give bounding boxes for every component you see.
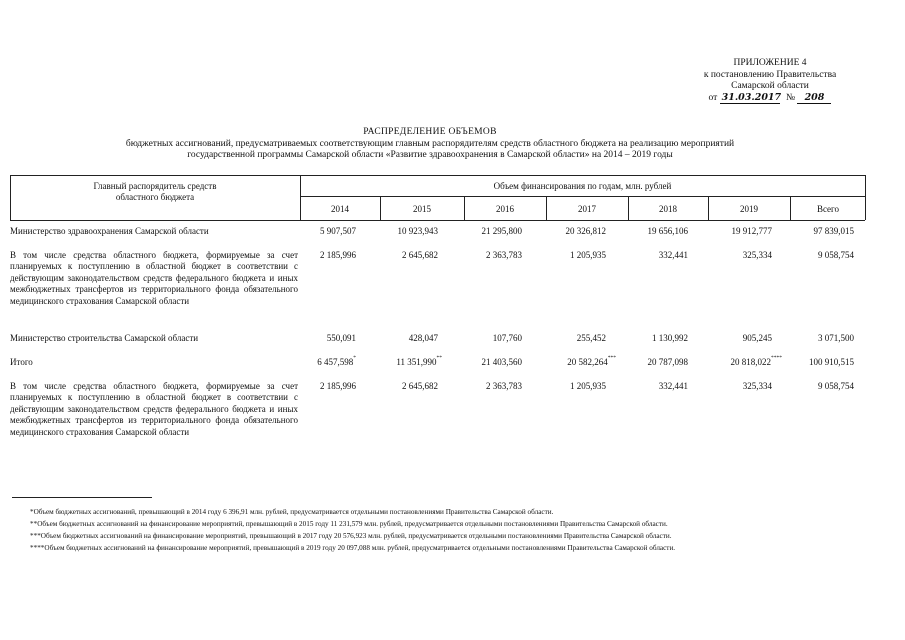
table-cell xyxy=(712,357,782,367)
table-cell: 21 295,800 xyxy=(481,226,522,236)
header-year-2014: 2014 xyxy=(331,204,349,214)
table-cell: 2 363,783 xyxy=(486,381,522,391)
cell-value: 20 818,022 xyxy=(730,357,771,367)
header-year-2016: 2016 xyxy=(496,204,514,214)
table-cell: 550,091 xyxy=(326,333,356,343)
table-cell xyxy=(618,357,688,367)
table-cell: 255,452 xyxy=(576,333,606,343)
table-cell: 19 912,777 xyxy=(731,226,772,236)
table-row-label: В том числе средства областного бюджета, формируемые за счет планируемых к поступлению в областной бюджет в соответствии с действующим законодательством средств федерального бюджета и иных межбюджетных трансфертов из территориального фонда обязательного медицинского страхования Самарской области xyxy=(10,250,298,306)
footnote-1: *Объем бюджетных ассигнований, превышающий в 2014 году 6 396,91 млн. рублей, предусматривается отдельными постановлениями Правительства Самарской области. xyxy=(30,508,554,516)
document-subtitle-1: бюджетных ассигнований, предусматриваемых соответствующим главным распорядителям средств областного бюджета на реализацию мероприятий xyxy=(125,138,735,149)
document-title: РАСПРЕДЕЛЕНИЕ ОБЪЕМОВ xyxy=(363,127,497,137)
table-cell: 332,441 xyxy=(658,250,688,260)
table-header-bottom xyxy=(10,220,865,221)
appendix-line3: Самарской области xyxy=(731,81,809,91)
cell-value: 100 910,515 xyxy=(809,357,854,367)
table-cell: 3 071,500 xyxy=(818,333,854,343)
appendix-signature-line xyxy=(690,93,850,105)
number-label: № xyxy=(786,92,796,103)
table-cell: 2 185,996 xyxy=(320,250,356,260)
footnote-mark: * xyxy=(353,355,356,361)
table-cell: 2 185,996 xyxy=(320,381,356,391)
footnote-4: ****Объем бюджетных ассигнований на финансирование мероприятий, превышающий в 2019 году 20 097,088 млн. рублей, предусматривается отдельными постановлениями Правительства Самарской области. xyxy=(30,544,676,552)
table-border-left xyxy=(10,175,11,220)
footnote-mark: **** xyxy=(771,355,782,361)
document-subtitle-2: государственной программы Самарской области «Развитие здравоохранения в Самарской области» на 2014 – 2019 годы xyxy=(187,150,673,160)
cell-value: 11 351,990 xyxy=(396,357,437,367)
from-label: от xyxy=(708,92,718,103)
table-cell: 9 058,754 xyxy=(818,381,854,391)
table-cell xyxy=(286,357,356,367)
footnote-3: ***Объем бюджетных ассигнований на финансирование мероприятий, превышающий в 2017 году 20 576,923 млн. рублей, предусматривается отдельными постановлениями Правительства Самарской области. xyxy=(30,532,672,540)
table-cell: 325,334 xyxy=(742,381,772,391)
table-cell: 905,245 xyxy=(742,333,772,343)
appendix-line2: к постановлению Правительства xyxy=(703,69,837,80)
header-year-2017: 2017 xyxy=(578,204,596,214)
cell-value: 6 457,598 xyxy=(317,357,354,367)
table-cell xyxy=(452,357,522,367)
footnote-divider xyxy=(12,497,152,498)
table-cell xyxy=(546,357,616,367)
cell-value: 20 582,264 xyxy=(567,357,608,367)
table-cell: 2 645,682 xyxy=(402,381,438,391)
header-total: Всего xyxy=(816,204,840,214)
table-row-label: Министерство строительства Самарской области xyxy=(10,333,199,343)
table-cell: 428,047 xyxy=(408,333,438,343)
handwritten-number: 208 xyxy=(797,93,831,104)
header-year-2015: 2015 xyxy=(413,204,431,214)
footnote-2: **Объем бюджетных ассигнований на финансирование мероприятий, превышающий в 2015 году 11 231,579 млн. рублей, предусматривается отдельными постановлениями Правительства Самарской области. xyxy=(30,520,668,528)
table-year-divider xyxy=(300,196,865,197)
table-top-border xyxy=(10,175,865,176)
table-cell: 19 656,106 xyxy=(647,226,688,236)
header-year-2019: 2019 xyxy=(740,204,758,214)
header-year-2018: 2018 xyxy=(659,204,677,214)
table-cell xyxy=(784,357,854,367)
table-cell: 2 645,682 xyxy=(402,250,438,260)
table-cell: 20 326,812 xyxy=(565,226,606,236)
table-cell: 1 205,935 xyxy=(570,250,606,260)
table-cell: 10 923,943 xyxy=(397,226,438,236)
table-cell: 107,760 xyxy=(492,333,522,343)
table-cell: 2 363,783 xyxy=(486,250,522,260)
footnote-mark: ** xyxy=(436,355,442,361)
table-col-sep xyxy=(380,196,381,220)
cell-value: 21 403,560 xyxy=(481,357,522,367)
table-cell: 1 130,992 xyxy=(652,333,688,343)
document-title-block xyxy=(40,127,820,162)
table-cell: 9 058,754 xyxy=(818,250,854,260)
table-row-label: Министерство здравоохранения Самарской области xyxy=(10,226,209,236)
table-cell: 97 839,015 xyxy=(813,226,854,236)
table-cell: 5 907,507 xyxy=(320,226,356,236)
handwritten-date: 31.03.2017 xyxy=(721,91,782,103)
table-cell: 332,441 xyxy=(658,381,688,391)
table-cell: 325,334 xyxy=(742,250,772,260)
table-cell xyxy=(372,357,442,367)
table-row-label: В том числе средства областного бюджета, формируемые за счет планируемых к поступлению в областной бюджет в соответствии с действующим законодательством средств федерального бюджета и иных межбюджетных трансфертов из территориального фонда обязательного медицинского страхования Самарской области xyxy=(10,381,298,437)
appendix-title: ПРИЛОЖЕНИЕ 4 xyxy=(733,58,807,68)
table-cell: 1 205,935 xyxy=(570,381,606,391)
header-funding: Объем финансирования по годам, млн. рублей xyxy=(493,181,672,191)
table-row-label-total: Итого xyxy=(10,357,33,367)
cell-value: 20 787,098 xyxy=(647,357,688,367)
appendix-header xyxy=(690,58,850,104)
footnote-mark: *** xyxy=(607,355,616,361)
header-distributor: Главный распорядитель средств областного бюджета xyxy=(93,181,217,202)
